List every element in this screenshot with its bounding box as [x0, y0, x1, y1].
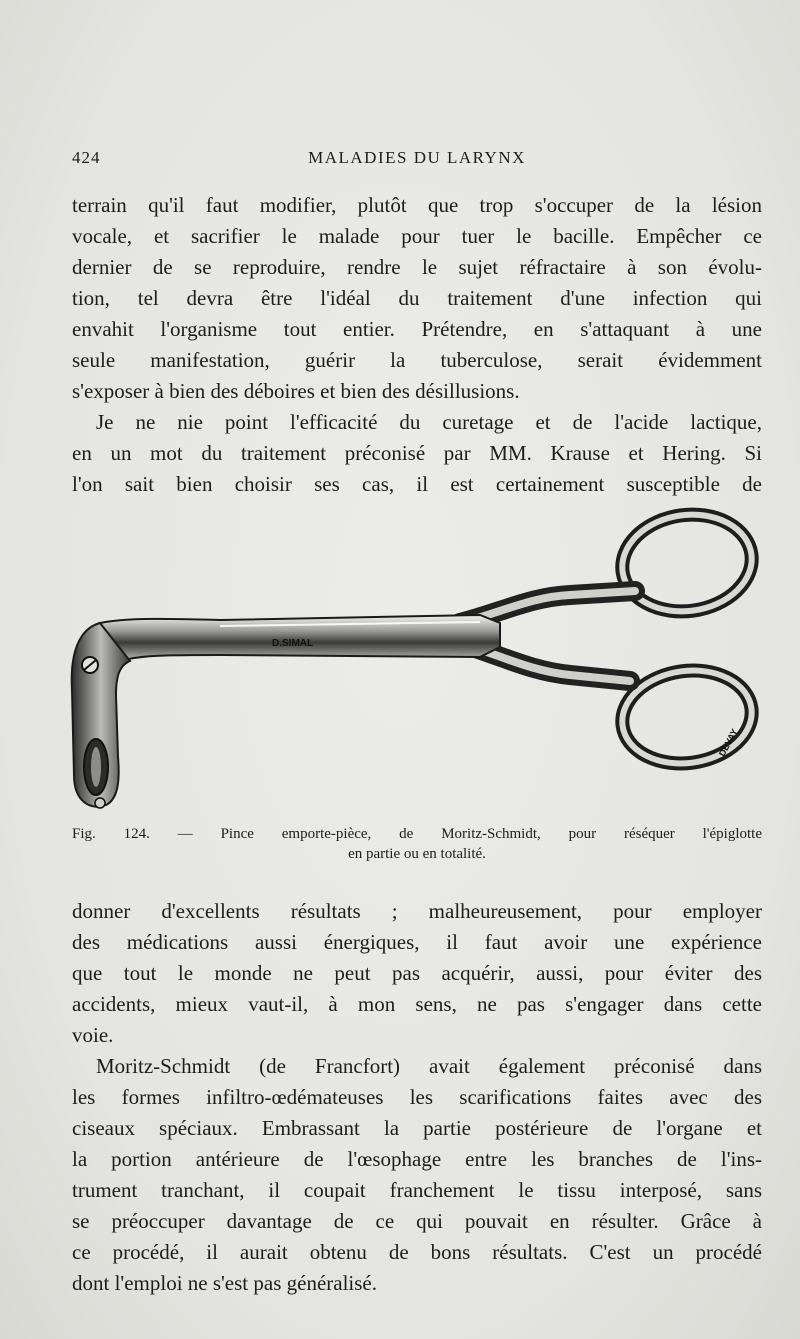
caption-line: Fig. 124. — Pince emporte-pièce, de Moritz-Schmidt, pour réséquer l'épiglotte	[72, 826, 762, 842]
text-line: Moritz-Schmidt (de Francfort) avait également préconisé dans	[96, 1054, 762, 1078]
text-line: vocale, et sacrifier le malade pour tuer le bacille. Empêcher ce	[72, 224, 762, 248]
figure-forceps-illustration	[60, 505, 760, 825]
text-line: se préoccuper davantage de ce qui pouvait en résulter. Grâce à	[72, 1209, 762, 1233]
forceps-drawing	[60, 505, 760, 825]
paragraph-bottom	[72, 896, 762, 1299]
text-line: Je ne nie point l'efficacité du curetage et de l'acide lactique,	[96, 410, 762, 434]
text-line: accidents, mieux vaut-il, à mon sens, ne pas s'engager dans cette	[72, 992, 762, 1016]
text-line: que tout le monde ne peut pas acquérir, aussi, pour éviter des	[72, 961, 762, 985]
text-line: en un mot du traitement préconisé par MM. Krause et Hering. Si	[72, 441, 762, 465]
text-line: trument tranchant, il coupait franchement le tissu interposé, sans	[72, 1178, 762, 1202]
text-line: les formes infiltro-œdémateuses les scarifications faites avec des	[72, 1085, 762, 1109]
maker-mark: D.SIMAL	[272, 638, 314, 649]
text-line: envahit l'organisme tout entier. Prétendre, en s'attaquant à une	[72, 317, 762, 341]
text-line: dernier de se reproduire, rendre le sujet réfractaire à son évolu-	[72, 255, 762, 279]
text-line: tion, tel devra être l'idéal du traitement d'une infection qui	[72, 286, 762, 310]
page-header	[72, 148, 762, 178]
text-line: ciseaux spéciaux. Embrassant la partie postérieure de l'organe et	[72, 1116, 762, 1140]
text-line: l'on sait bien choisir ses cas, il est certainement susceptible de	[72, 472, 762, 496]
paragraph-top	[72, 190, 762, 500]
text-line: dont l'emploi ne s'est pas généralisé.	[72, 1271, 377, 1295]
text-line: seule manifestation, guérir la tuberculose, serait évidemment	[72, 348, 762, 372]
text-line: voie.	[72, 1023, 114, 1047]
figure-caption	[72, 824, 762, 864]
page-number: 424	[72, 148, 101, 167]
text-line: la portion antérieure de l'œsophage entre les branches de l'ins-	[72, 1147, 762, 1171]
engraver-signature: DEVAY	[716, 727, 740, 758]
caption-line: en partie ou en totalité.	[348, 846, 486, 862]
running-title: MALADIES DU LARYNX	[308, 148, 526, 167]
upper-finger-ring	[616, 506, 758, 619]
text-line: terrain qu'il faut modifier, plutôt que trop s'occuper de la lésion	[72, 193, 762, 217]
text-line: s'exposer à bien des déboires et bien des désillusions.	[72, 379, 520, 403]
text-line: donner d'excellents résultats ; malheureusement, pour employer	[72, 899, 762, 923]
text-line: ce procédé, il aurait obtenu de bons résultats. C'est un procédé	[72, 1240, 762, 1264]
text-line: des médications aussi énergiques, il faut avoir une expérience	[72, 930, 762, 954]
